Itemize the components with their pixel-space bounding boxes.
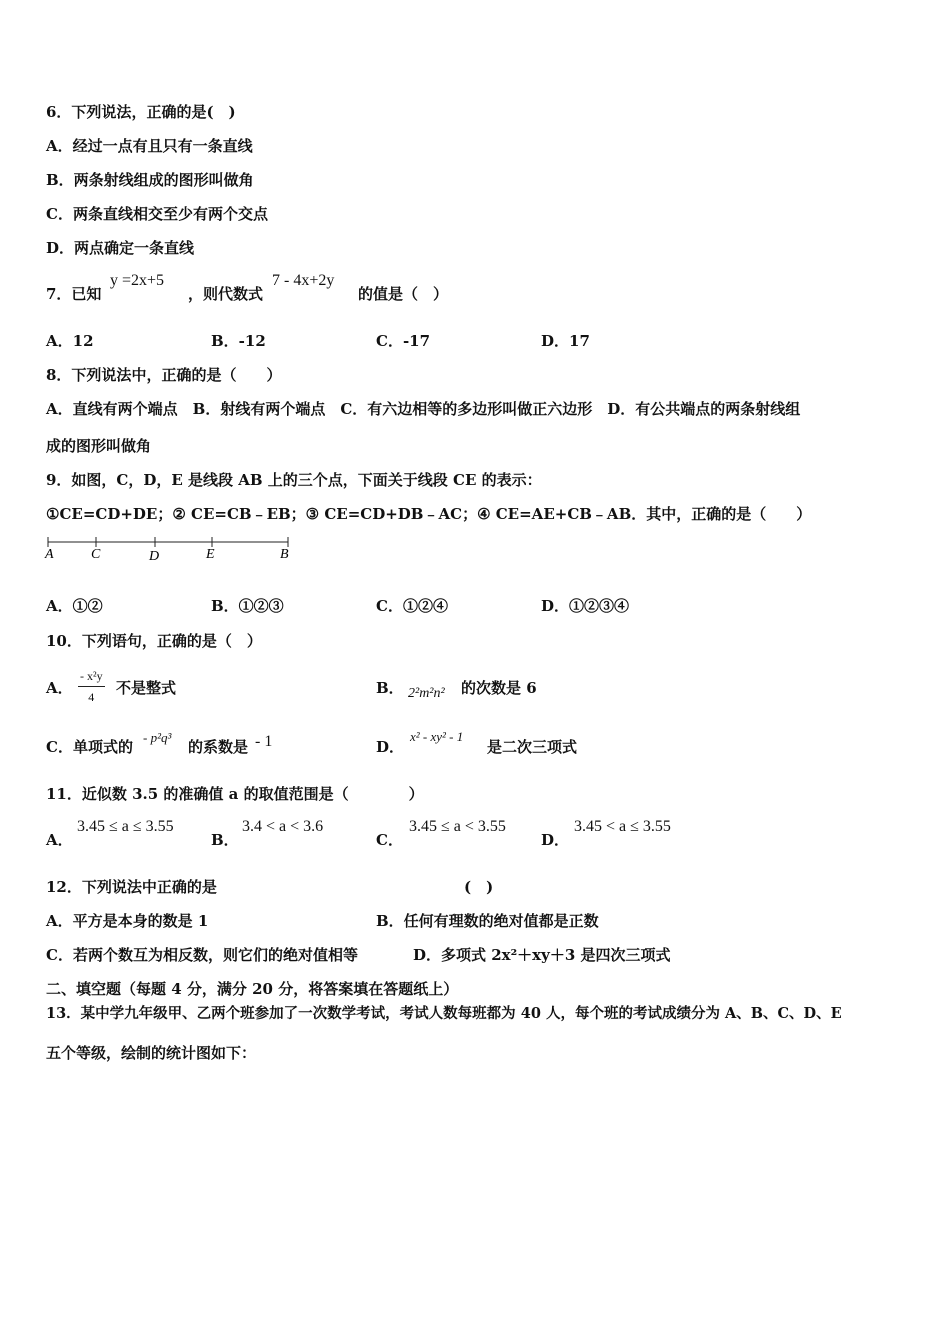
q6-option-a: A．经过一点有且只有一条直线 <box>46 137 253 155</box>
q11-c-expr: 3.45 ≤ a < 3.55 <box>409 818 506 835</box>
q12-paren: ( ) <box>464 878 494 896</box>
q13-line2: 五个等级，绘制的统计图如下： <box>46 1044 257 1062</box>
q10-a-label: A． <box>46 679 73 697</box>
q10-c-label: C．单项式的 <box>46 738 133 756</box>
q10-d-math: x² - xy² - 1 <box>410 729 464 744</box>
q9-option-c: C．①②④ <box>376 597 448 615</box>
q6-stem: 6．下列说法，正确的是( ) <box>46 103 236 121</box>
q6-option-d: D．两点确定一条直线 <box>46 239 195 257</box>
q10-a-text: 不是整式 <box>116 679 177 697</box>
q11-d-label: D． <box>541 831 570 849</box>
q10-b-math: 2²m²n² <box>408 686 445 701</box>
q10-b-label: B． <box>376 679 404 697</box>
q11-c-label: C． <box>376 831 403 849</box>
label-e: E <box>206 547 215 562</box>
q12-option-a: A．平方是本身的数是 1 <box>46 912 209 930</box>
q9-option-a: A．①② <box>46 597 103 615</box>
q11-d-expr: 3.45 < a ≤ 3.55 <box>574 818 671 835</box>
q10-b-text: 的次数是 6 <box>461 679 537 697</box>
q12-stem: 12．下列说法中正确的是 <box>46 878 217 896</box>
q8-options-line1: A．直线有两个端点 B．射线有两个端点 C．有六边相等的多边形叫做正六边形 D．有公共端点的两条射线组 <box>46 400 801 418</box>
q11-b-expr: 3.4 < a < 3.6 <box>242 818 324 835</box>
label-d: D <box>149 549 160 564</box>
q11-b-label: B． <box>211 831 239 849</box>
q10-c-value: - 1 <box>255 733 273 750</box>
q10-a-denominator: 4 <box>88 690 95 704</box>
q7-equation: y =2x+5 <box>110 272 165 289</box>
q9-option-d: D．①②③④ <box>541 597 630 615</box>
q12-option-c: C．若两个数互为相反数，则它们的绝对值相等 <box>46 946 358 964</box>
q8-stem: 8．下列说法中，正确的是（ ） <box>46 366 282 384</box>
q7-option-c: C．-17 <box>376 332 431 350</box>
q10-a-numerator: - x²y <box>78 666 105 687</box>
q10-stem: 10．下列语句，正确的是（ ） <box>46 632 262 650</box>
q7-option-b: B．-12 <box>211 332 266 350</box>
q13-line1: 13．某中学九年级甲、乙两个班参加了一次数学考试，考试人数每班都为 40 人，每个班的考试成绩分为 A、B、C、D、E <box>46 1005 842 1022</box>
q10-d-text: 是二次三项式 <box>487 738 578 756</box>
section-heading: 二、填空题（每题 4 分，满分 20 分，将答案填在答题纸上） <box>46 980 459 998</box>
q10-c-mid: 的系数是 <box>188 738 249 756</box>
q11-a-label: A． <box>46 831 73 849</box>
q10-c-math: - p²q³ <box>143 730 172 745</box>
q7-option-d: D．17 <box>541 332 590 350</box>
q7-prefix: 7．已知 <box>46 285 102 303</box>
q10-a-fraction <box>78 666 105 707</box>
q9-option-b: B．①②③ <box>211 597 284 615</box>
q12-option-d: D．多项式 2x²＋xy＋3 是四次三项式 <box>413 946 671 964</box>
q7-expression: 7 - 4x+2y <box>272 272 335 289</box>
q7-suffix: 的值是（ ） <box>358 285 449 303</box>
q9-segment-figure <box>44 534 294 564</box>
q10-d-label: D． <box>376 738 405 756</box>
label-a: A <box>45 547 54 562</box>
label-b: B <box>280 547 289 562</box>
q8-options-line2: 成的图形叫做角 <box>46 437 152 455</box>
q11-stem: 11．近似数 3.5 的准确值 a 的取值范围是（ ） <box>46 785 424 803</box>
q9-statements: ①CE=CD+DE；② CE=CB﹣EB；③ CE=CD+DB﹣AC；④ CE=AE+CB﹣AB．其中，正确的是（ ） <box>46 505 812 523</box>
q9-stem: 9．如图，C，D，E 是线段 AB 上的三个点，下面关于线段 CE 的表示： <box>46 471 542 489</box>
q12-option-b: B．任何有理数的绝对值都是正数 <box>376 912 599 930</box>
q11-a-expr: 3.45 ≤ a ≤ 3.55 <box>77 818 174 835</box>
label-c: C <box>91 547 101 562</box>
q7-option-a: A．12 <box>46 332 94 350</box>
q7-mid: ，则代数式 <box>188 285 264 303</box>
q6-option-b: B．两条射线组成的图形叫做角 <box>46 171 254 189</box>
q6-option-c: C．两条直线相交至少有两个交点 <box>46 205 268 223</box>
